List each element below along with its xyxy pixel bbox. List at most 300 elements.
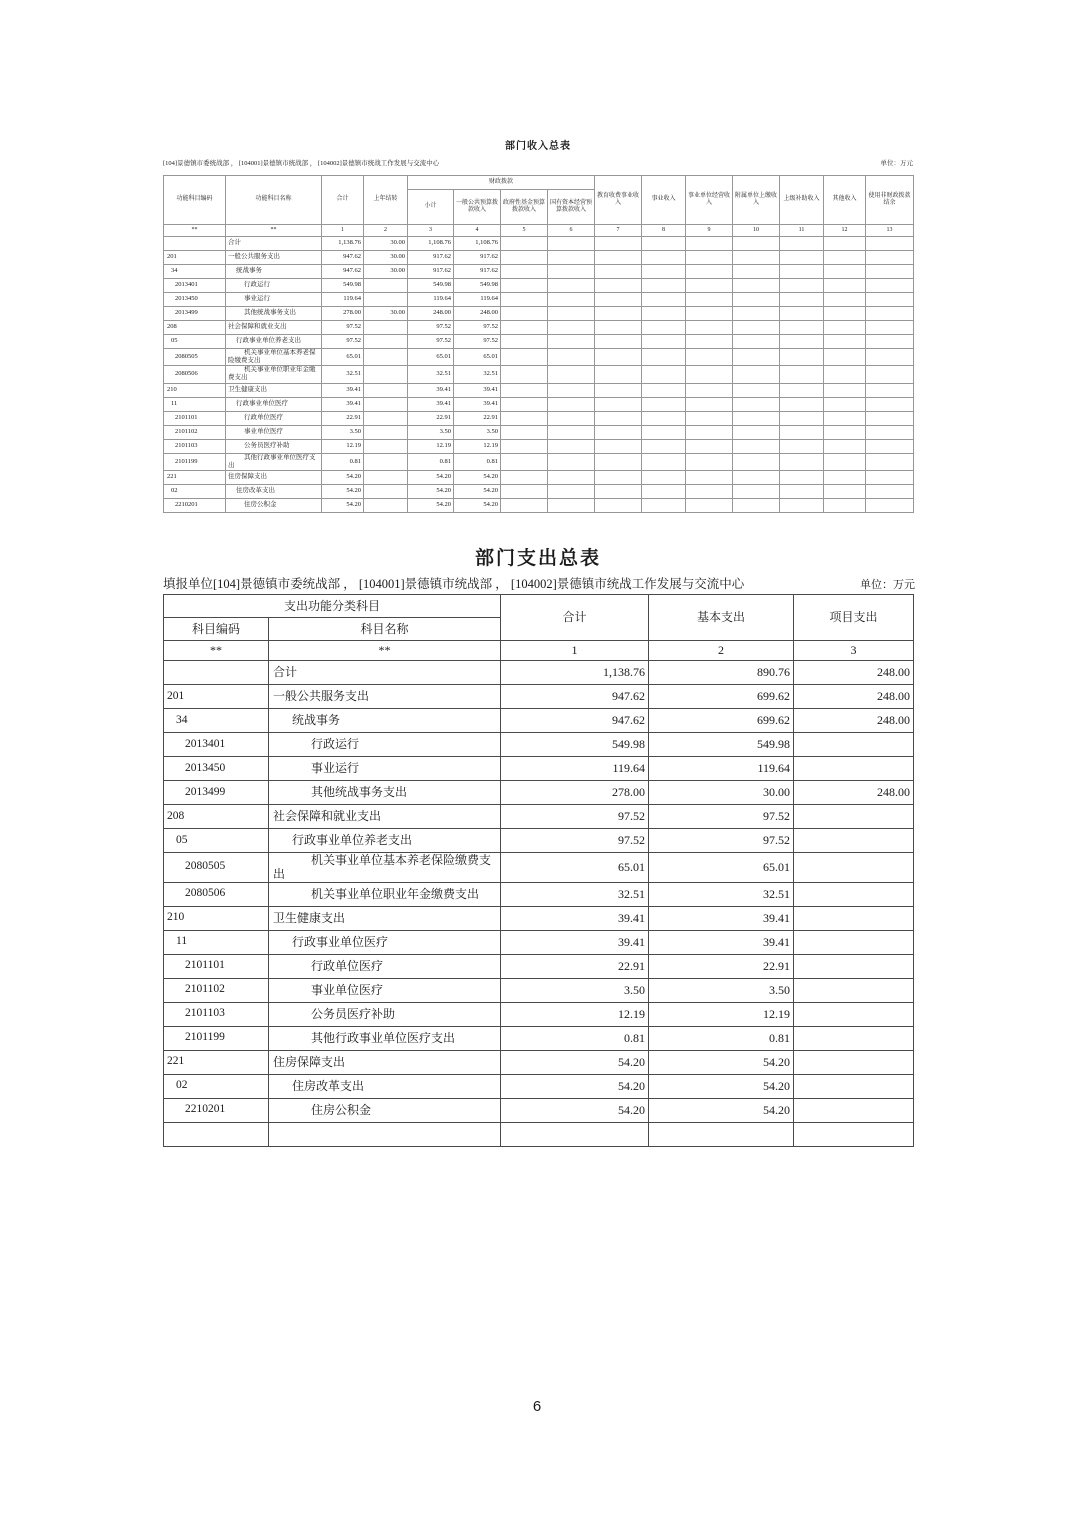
income-index-row [164,225,914,237]
name-cell: 住房公积金 [226,498,322,512]
value-cell [364,484,408,498]
code-cell: 2013450 [164,757,269,781]
code-cell: 2013401 [164,279,226,293]
value-cell [794,954,914,978]
value-cell: 1,138.76 [501,661,649,685]
value-cell: 0.81 [454,453,501,470]
code-cell [164,661,269,685]
value-cell: 32.51 [408,366,454,383]
value-cell: 917.62 [454,265,501,279]
table-row [164,279,914,293]
value-cell: 917.62 [454,251,501,265]
value-cell: 12.19 [322,439,364,453]
value-cell [780,453,824,470]
value-cell [364,439,408,453]
code-cell: 210 [164,383,226,397]
name-cell: 事业运行 [226,293,322,307]
value-cell: 30.00 [364,237,408,251]
value-cell [824,335,866,349]
value-cell [642,335,686,349]
name-cell: 行政单位医疗 [269,954,501,978]
code-cell: 05 [164,829,269,853]
index-cell: 3 [794,641,914,661]
code-cell: 2101103 [164,1002,269,1026]
value-cell [642,439,686,453]
value-cell [501,237,548,251]
value-cell [548,366,595,383]
col-header-basic-expense: 基本支出 [649,595,794,641]
value-cell: 97.52 [322,321,364,335]
table-row [164,1074,914,1098]
value-cell: 0.81 [322,453,364,470]
code-cell: 34 [164,265,226,279]
value-cell [780,366,824,383]
table-row [164,425,914,439]
name-cell: 行政事业单位医疗 [226,397,322,411]
value-cell [642,397,686,411]
code-cell: 2080505 [164,853,269,883]
name-cell: 社会保障和就业支出 [226,321,322,335]
income-unit-label: 单位：万元 [880,160,913,167]
value-cell [548,498,595,512]
value-cell [501,383,548,397]
value-cell [501,265,548,279]
value-cell: 54.20 [454,470,501,484]
value-cell: 917.62 [408,265,454,279]
name-cell: 行政运行 [269,733,501,757]
name-cell: 事业单位医疗 [226,425,322,439]
value-cell [866,366,914,383]
value-cell: 39.41 [322,383,364,397]
col-header-project-expense: 项目支出 [794,595,914,641]
value-cell [794,882,914,906]
col-header-nonfiscal-balance: 使用非财政拨款结余 [866,176,914,225]
value-cell [595,279,642,293]
value-cell: 54.20 [322,470,364,484]
value-cell [649,1122,794,1146]
value-cell [548,439,595,453]
value-cell: 97.52 [501,829,649,853]
table-row [164,349,914,366]
value-cell: 278.00 [501,781,649,805]
value-cell [548,237,595,251]
table-row [164,882,914,906]
value-cell [686,484,733,498]
value-cell [548,265,595,279]
index-cell: 9 [686,225,733,237]
code-cell: 2013450 [164,293,226,307]
code-cell: 11 [164,397,226,411]
index-cell: 1 [501,641,649,661]
value-cell [733,265,780,279]
value-cell: 1,108.76 [408,237,454,251]
value-cell: 97.52 [649,829,794,853]
value-cell [548,293,595,307]
name-cell: 统战事务 [226,265,322,279]
expense-unit-label: 单位：万元 [860,579,915,591]
value-cell [642,366,686,383]
value-cell [824,439,866,453]
value-cell [364,498,408,512]
value-cell: 1,138.76 [322,237,364,251]
expense-index-row [164,641,914,661]
code-cell: 208 [164,321,226,335]
value-cell: 549.98 [408,279,454,293]
value-cell [595,498,642,512]
value-cell [866,321,914,335]
table-row [164,321,914,335]
value-cell: 65.01 [454,349,501,366]
name-cell: 一般公共服务支出 [226,251,322,265]
table-row [164,685,914,709]
value-cell [642,484,686,498]
value-cell: 119.64 [454,293,501,307]
value-cell [780,307,824,321]
value-cell [595,411,642,425]
value-cell [780,321,824,335]
value-cell [794,853,914,883]
value-cell: 3.50 [649,978,794,1002]
table-row [164,661,914,685]
value-cell: 119.64 [408,293,454,307]
value-cell [824,237,866,251]
value-cell [794,906,914,930]
expense-table-title: 部门支出总表 [474,548,601,569]
table-row [164,853,914,883]
value-cell [794,829,914,853]
value-cell [548,321,595,335]
value-cell [595,453,642,470]
value-cell [595,335,642,349]
value-cell [780,251,824,265]
value-cell [733,293,780,307]
code-cell: 210 [164,906,269,930]
value-cell: 22.91 [408,411,454,425]
value-cell: 119.64 [322,293,364,307]
value-cell [501,439,548,453]
name-cell: 其他行政事业单位医疗支出 [269,1026,501,1050]
code-cell: 2080506 [164,882,269,906]
value-cell [733,366,780,383]
value-cell [794,1050,914,1074]
value-cell [794,1026,914,1050]
value-cell [733,439,780,453]
code-cell: 2101101 [164,411,226,425]
value-cell: 30.00 [364,251,408,265]
table-row [164,307,914,321]
name-cell: 机关事业单位基本养老保险缴费支出 [269,853,501,883]
table-row [164,251,914,265]
expense-table-meta [163,574,915,592]
value-cell [686,237,733,251]
value-cell [686,383,733,397]
value-cell [686,439,733,453]
table-row [164,906,914,930]
value-cell [548,307,595,321]
table-row [164,411,914,425]
value-cell [642,279,686,293]
value-cell [595,349,642,366]
table-row [164,781,914,805]
index-cell: ** [226,225,322,237]
value-cell [686,251,733,265]
value-cell [733,383,780,397]
index-cell: 12 [824,225,866,237]
table-row [164,805,914,829]
value-cell: 30.00 [364,307,408,321]
value-cell [824,251,866,265]
value-cell [595,293,642,307]
value-cell [686,411,733,425]
value-cell: 54.20 [454,498,501,512]
table-row [164,453,914,470]
value-cell: 248.00 [794,709,914,733]
value-cell: 3.50 [501,978,649,1002]
table-row [164,470,914,484]
income-org-line: [104]景德镇市委统战部 ， [104001]景德镇市统战部 ， [104002]景德镇市统战工作发展与交流中心 [163,160,440,167]
value-cell [780,293,824,307]
value-cell [595,366,642,383]
value-cell: 12.19 [649,1002,794,1026]
value-cell: 947.62 [501,685,649,709]
code-cell: 05 [164,335,226,349]
value-cell [686,453,733,470]
value-cell [733,321,780,335]
value-cell [642,383,686,397]
income-table-title: 部门收入总表 [505,141,571,152]
index-cell: 5 [501,225,548,237]
value-cell: 549.98 [501,733,649,757]
value-cell [866,498,914,512]
value-cell [733,470,780,484]
value-cell [548,484,595,498]
table-row [164,978,914,1002]
table-row [164,397,914,411]
value-cell: 12.19 [501,1002,649,1026]
value-cell: 54.20 [408,470,454,484]
value-cell [866,470,914,484]
name-cell: 住房改革支出 [269,1074,501,1098]
value-cell [548,397,595,411]
col-header-subtotal: 小计 [408,190,454,225]
value-cell [501,366,548,383]
value-cell: 97.52 [454,335,501,349]
name-cell: 合计 [269,661,501,685]
table-row [164,439,914,453]
value-cell [548,335,595,349]
value-cell [824,397,866,411]
index-cell: 8 [642,225,686,237]
value-cell [794,1074,914,1098]
value-cell [686,498,733,512]
index-cell: 11 [780,225,824,237]
col-header-total: 合计 [501,595,649,641]
code-cell: 02 [164,484,226,498]
index-cell: 2 [364,225,408,237]
value-cell [595,425,642,439]
value-cell [824,498,866,512]
value-cell [686,397,733,411]
value-cell [642,321,686,335]
value-cell [686,279,733,293]
code-cell: 2101101 [164,954,269,978]
value-cell: 12.19 [408,439,454,453]
value-cell [686,265,733,279]
value-cell [866,307,914,321]
value-cell [733,237,780,251]
code-cell: 221 [164,1050,269,1074]
index-cell: ** [164,641,269,661]
index-cell: 10 [733,225,780,237]
value-cell: 549.98 [454,279,501,293]
value-cell [733,349,780,366]
value-cell [824,470,866,484]
value-cell: 32.51 [649,882,794,906]
value-cell [794,733,914,757]
table-row [164,366,914,383]
name-cell: 合计 [226,237,322,251]
value-cell [686,366,733,383]
code-cell: 2101102 [164,978,269,1002]
name-cell: 行政单位医疗 [226,411,322,425]
value-cell [866,237,914,251]
table-row [164,757,914,781]
value-cell [824,411,866,425]
name-cell: 统战事务 [269,709,501,733]
value-cell [548,411,595,425]
name-cell: 其他统战事务支出 [269,781,501,805]
value-cell: 54.20 [322,498,364,512]
value-cell [686,349,733,366]
index-cell: 2 [649,641,794,661]
value-cell: 39.41 [501,906,649,930]
table-row [164,733,914,757]
value-cell [642,411,686,425]
col-header-subsidiary-remit-income: 附属单位上缴收入 [733,176,780,225]
index-cell: ** [164,225,226,237]
value-cell: 39.41 [408,397,454,411]
value-cell [364,453,408,470]
value-cell: 39.41 [454,383,501,397]
value-cell [733,411,780,425]
value-cell [866,265,914,279]
value-cell [501,1122,649,1146]
value-cell [364,279,408,293]
value-cell: 22.91 [322,411,364,425]
value-cell: 54.20 [408,484,454,498]
name-cell: 事业运行 [269,757,501,781]
col-header-state-capital-budget: 国有资本经营预算拨款收入 [548,190,595,225]
index-cell: 1 [322,225,364,237]
code-cell: 2101102 [164,425,226,439]
value-cell [824,453,866,470]
value-cell [501,349,548,366]
code-cell: 2101199 [164,1026,269,1050]
name-cell: 卫生健康支出 [269,906,501,930]
table-row [164,1122,914,1146]
value-cell [501,321,548,335]
value-cell: 54.20 [322,484,364,498]
value-cell [548,383,595,397]
page-number: 6 [532,1398,542,1415]
value-cell: 890.76 [649,661,794,685]
col-header-operation-income: 事业收入 [642,176,686,225]
value-cell [595,321,642,335]
code-cell: 2080505 [164,349,226,366]
name-cell: 机关事业单位职业年金缴费支出 [226,366,322,383]
col-header-total: 合计 [322,176,364,225]
value-cell [548,349,595,366]
value-cell: 65.01 [408,349,454,366]
value-cell [364,335,408,349]
table-row [164,709,914,733]
value-cell [364,321,408,335]
table-row [164,1026,914,1050]
value-cell: 0.81 [408,453,454,470]
value-cell: 3.50 [408,425,454,439]
name-cell: 住房公积金 [269,1098,501,1122]
code-cell: 201 [164,685,269,709]
value-cell [595,383,642,397]
value-cell [686,307,733,321]
value-cell [686,335,733,349]
value-cell [866,383,914,397]
value-cell: 54.20 [649,1098,794,1122]
name-cell: 住房改革支出 [226,484,322,498]
value-cell: 39.41 [408,383,454,397]
value-cell: 32.51 [322,366,364,383]
value-cell: 22.91 [501,954,649,978]
name-cell: 一般公共服务支出 [269,685,501,709]
value-cell [686,293,733,307]
value-cell: 947.62 [501,709,649,733]
table-row [164,484,914,498]
value-cell [595,484,642,498]
name-cell: 其他行政事业单位医疗支出 [226,453,322,470]
value-cell [824,425,866,439]
col-header-function-code: 功能科目编码 [164,176,226,225]
col-header-general-public-budget: 一般公共预算拨款收入 [454,190,501,225]
value-cell [824,265,866,279]
code-cell: 2101103 [164,439,226,453]
value-cell [501,307,548,321]
col-header-carryover: 上年结转 [364,176,408,225]
value-cell: 97.52 [649,805,794,829]
value-cell [501,470,548,484]
code-cell: 2013401 [164,733,269,757]
value-cell [780,279,824,293]
value-cell: 248.00 [794,781,914,805]
code-cell: 2013499 [164,781,269,805]
name-cell: 行政事业单位养老支出 [269,829,501,853]
code-cell: 2101199 [164,453,226,470]
value-cell [501,279,548,293]
value-cell [824,349,866,366]
code-cell: 201 [164,251,226,265]
name-cell: 其他统战事务支出 [226,307,322,321]
value-cell [824,293,866,307]
value-cell [642,425,686,439]
index-cell: ** [269,641,501,661]
value-cell [866,411,914,425]
value-cell: 248.00 [408,307,454,321]
value-cell [642,349,686,366]
value-cell [595,237,642,251]
code-cell [164,1122,269,1146]
value-cell [780,470,824,484]
expense-org-line: 填报单位[104]景德镇市委统战部 ， [104001]景德镇市统战部 ， [104002]景德镇市统战工作发展与交流中心 [163,577,745,591]
value-cell [686,425,733,439]
